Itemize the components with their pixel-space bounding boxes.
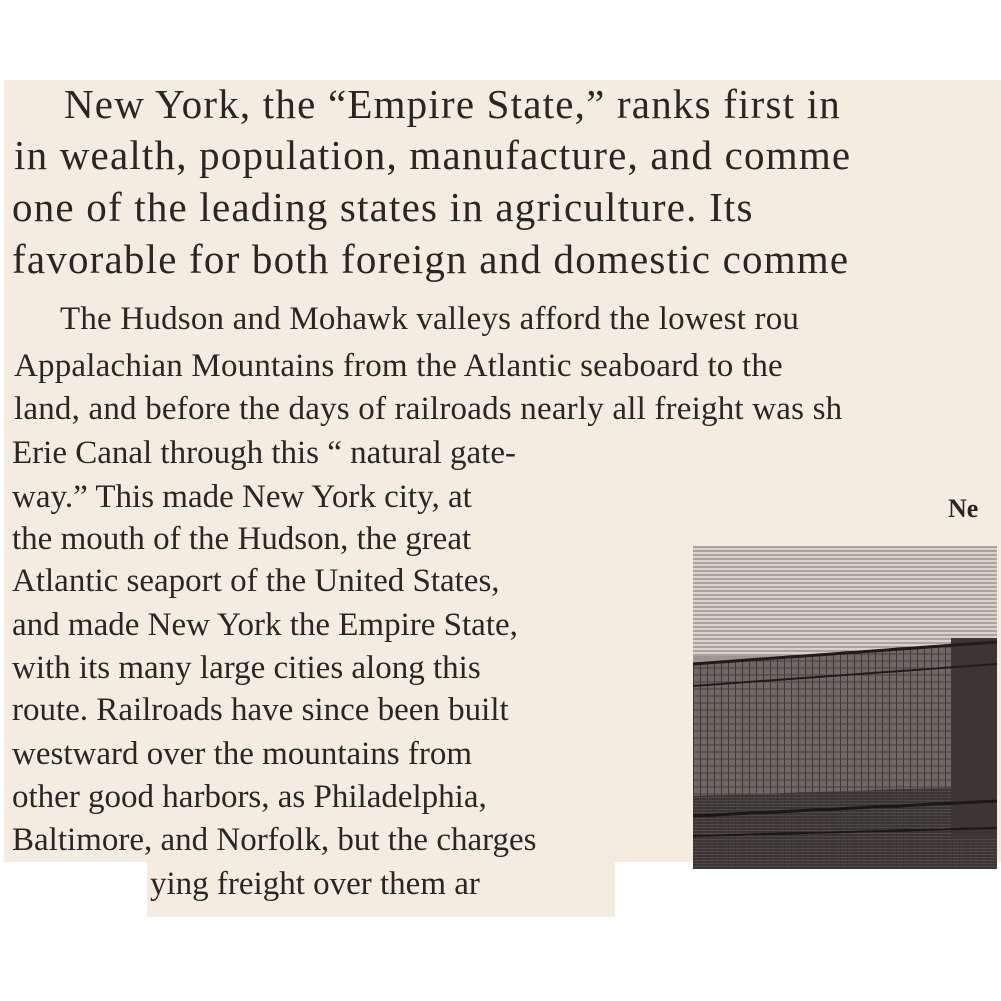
column-line-6: with its many large cities along this: [12, 650, 481, 686]
column-line-10: Baltimore, and Norfolk, but the charges: [12, 822, 537, 858]
figure-caption: Ne: [948, 494, 979, 523]
column-line-5: and made New York the Empire State,: [12, 607, 518, 643]
column-line-9: other good harbors, as Philadelphia,: [12, 779, 487, 815]
column-line-3: the mouth of the Hudson, the great: [12, 521, 472, 557]
column-line-1: Erie Canal through this “ natural gate-: [12, 435, 516, 471]
column-line-7: route. Railroads have since been built: [12, 692, 509, 728]
paragraph-2-line-2: Appalachian Mountains from the Atlantic seaboard to the: [14, 348, 783, 384]
paragraph-1-line-3: one of the leading states in agriculture. Its: [12, 184, 754, 230]
column-line-8: westward over the mountains from: [12, 736, 473, 772]
paragraph-1-line-4: favorable for both foreign and domestic comme: [12, 236, 850, 282]
column-line-2: way.” This made New York city, at: [12, 479, 472, 515]
bridge-engraving: [693, 546, 997, 869]
paragraph-1-line-2: in wealth, population, manufacture, and comme: [14, 132, 852, 178]
tab-line: ying freight over them ar: [150, 866, 480, 902]
column-line-4: Atlantic seaport of the United States,: [12, 563, 500, 599]
paragraph-2-line-3: land, and before the days of railroads nearly all freight was sh: [14, 391, 843, 427]
paragraph-1-line-1: New York, the “Empire State,” ranks first in: [64, 81, 841, 127]
paragraph-2-line-1: The Hudson and Mohawk valleys afford the lowest rou: [60, 301, 800, 337]
bridge-engraving-illustration: [693, 546, 997, 869]
